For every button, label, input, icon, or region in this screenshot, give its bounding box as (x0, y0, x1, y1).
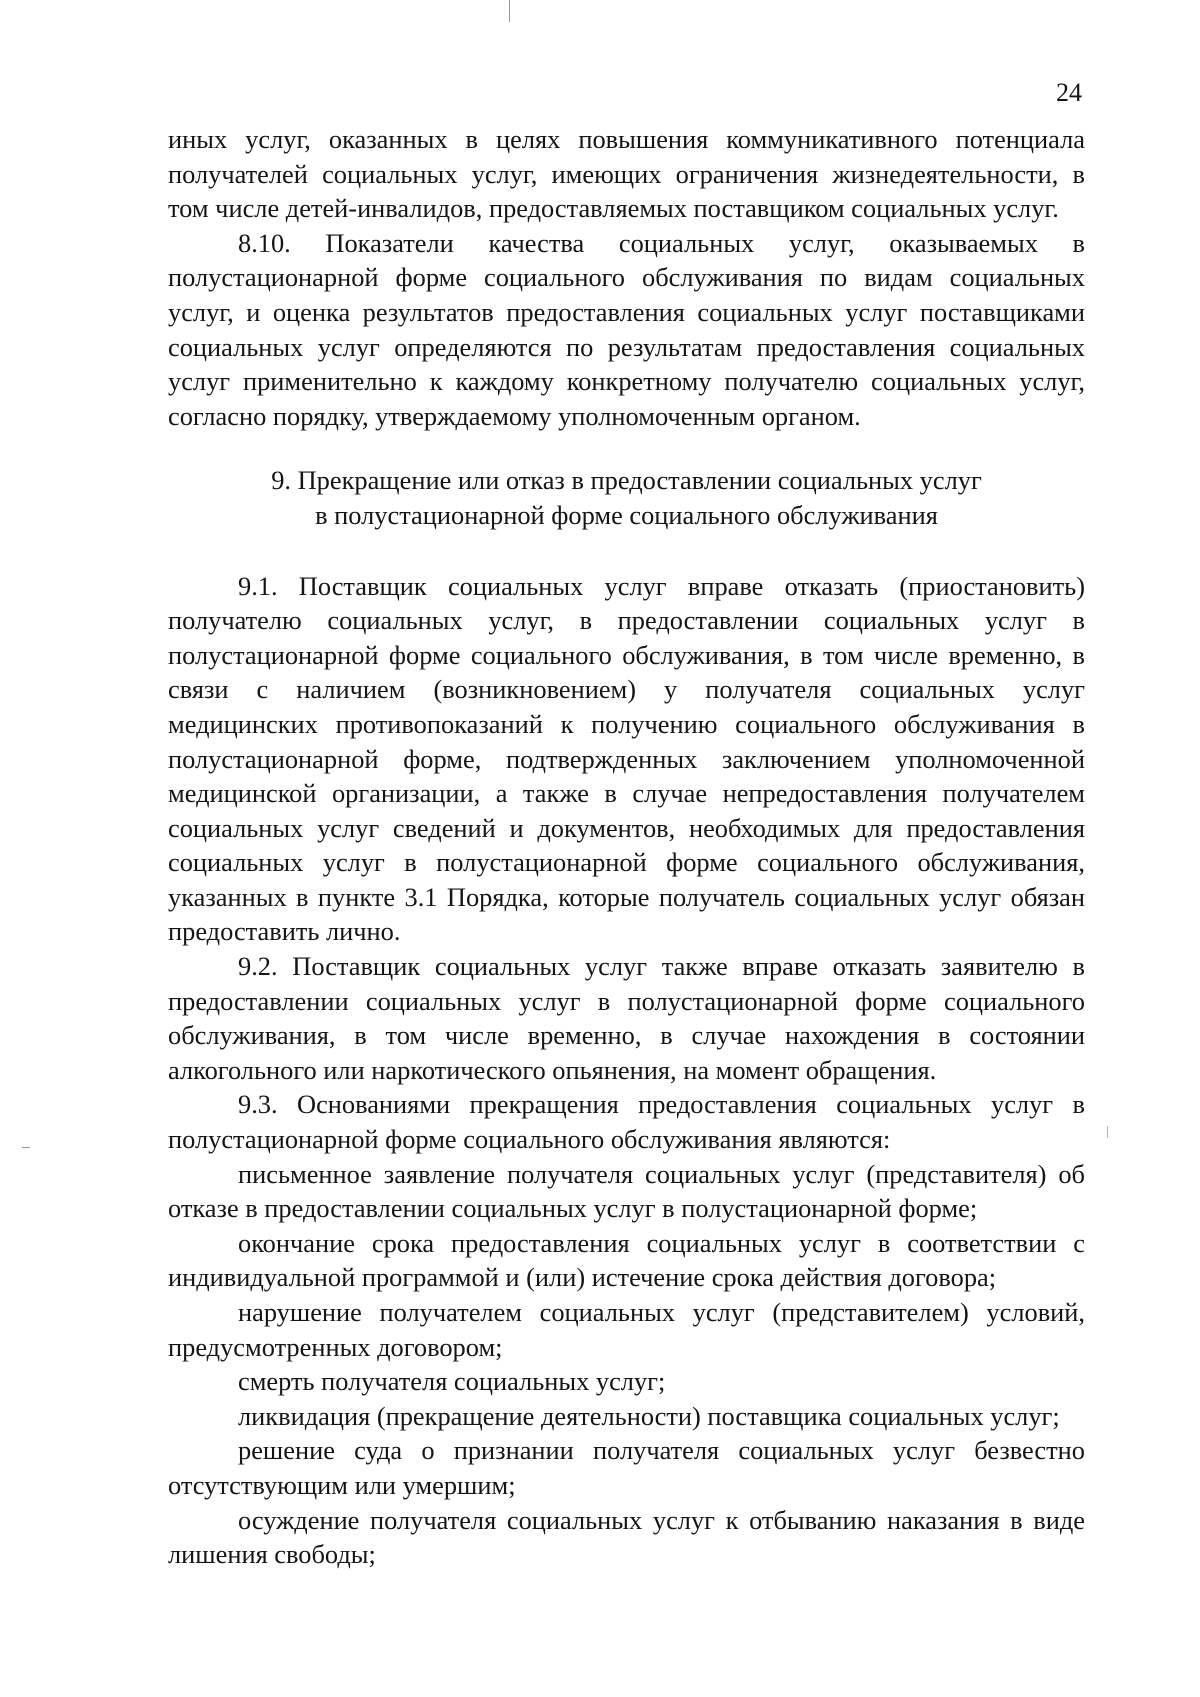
section-heading-line: 9. Прекращение или отказ в предоставлении социальных услуг (271, 465, 982, 496)
page-number: 24 (1056, 78, 1082, 107)
list-item: смерть получателя социальных услуг; (238, 1366, 666, 1397)
list-item: осуждение получателя социальных услуг к отбыванию наказания в виде лишения свободы; (168, 1504, 1085, 1570)
paragraph: иных услуг, оказанных в целях повышения коммуникативного потенциала получателей социальных услуг, имеющих ограничения жизнедеятельности, в том числе детей-инвалидов, предоставляемых поставщиком социальных услуг. (168, 124, 1085, 224)
paragraph: 8.10. Показатели качества социальных услуг, оказываемых в полустационарной форме социального обслуживания по видам социальных услуг, и оценка результатов предоставления социальных услуг поставщиками социальных услуг определяются по результатам предоставления социальных услуг применительно к каждому конкретному получателю социальных услуг, согласно порядку, утверждаемому уполномоченным органом. (168, 227, 1085, 431)
scan-mark (509, 0, 510, 22)
paragraph: 9.2. Поставщик социальных услуг также вправе отказать заявителю в предоставлении социальных услуг в полустационарной форме социального обслуживания, в том числе временно, в случае нахождения в состоянии алкогольного или наркотического опьянения, на момент обращения. (168, 951, 1085, 1085)
paragraph: 9.1. Поставщик социальных услуг вправе отказать (приостановить) получателю социальных услуг, в предоставлении социальных услуг в полустационарной форме социального обслуживания, в том числе временно, в связи с наличием (возникновением) у получателя социальных услуг медицинских противопоказаний к получению социального обслуживания в полустационарной форме, подтвержденных заключением уполномоченной медицинской организации, а также в случае непредоставления получателем социальных услуг сведений и документов, необходимых для предоставления социальных услуг в полустационарной форме социального обслуживания, указанных в пункте 3.1 Порядка, которые получатель социальных услуг обязан предоставить лично. (168, 570, 1085, 947)
scan-mark (1107, 1126, 1108, 1138)
list-item: нарушение получателем социальных услуг (представителем) условий, предусмотренных договором; (168, 1297, 1085, 1362)
section-heading (168, 463, 1085, 532)
list-item: ликвидация (прекращение деятельности) поставщика социальных услуг; (238, 1400, 1060, 1431)
paragraph: 9.3. Основаниями прекращения предоставления социальных услуг в полустационарной форме социального обслуживания являются: (168, 1089, 1085, 1155)
list-item: решение суда о признании получателя социальных услуг безвестно отсутствующим или умершим; (168, 1435, 1085, 1500)
section-heading-line: в полустационарной форме социального обслуживания (315, 499, 938, 530)
list-item: письменное заявление получателя социальных услуг (представителя) об отказе в предоставлении социальных услуг в полустационарной форме; (168, 1158, 1085, 1224)
scan-mark (22, 1147, 30, 1148)
document-body (168, 122, 1085, 1572)
list-item: окончание срока предоставления социальных услуг в соответствии с индивидуальной программой и (или) истечение срока действия договора; (168, 1227, 1085, 1293)
